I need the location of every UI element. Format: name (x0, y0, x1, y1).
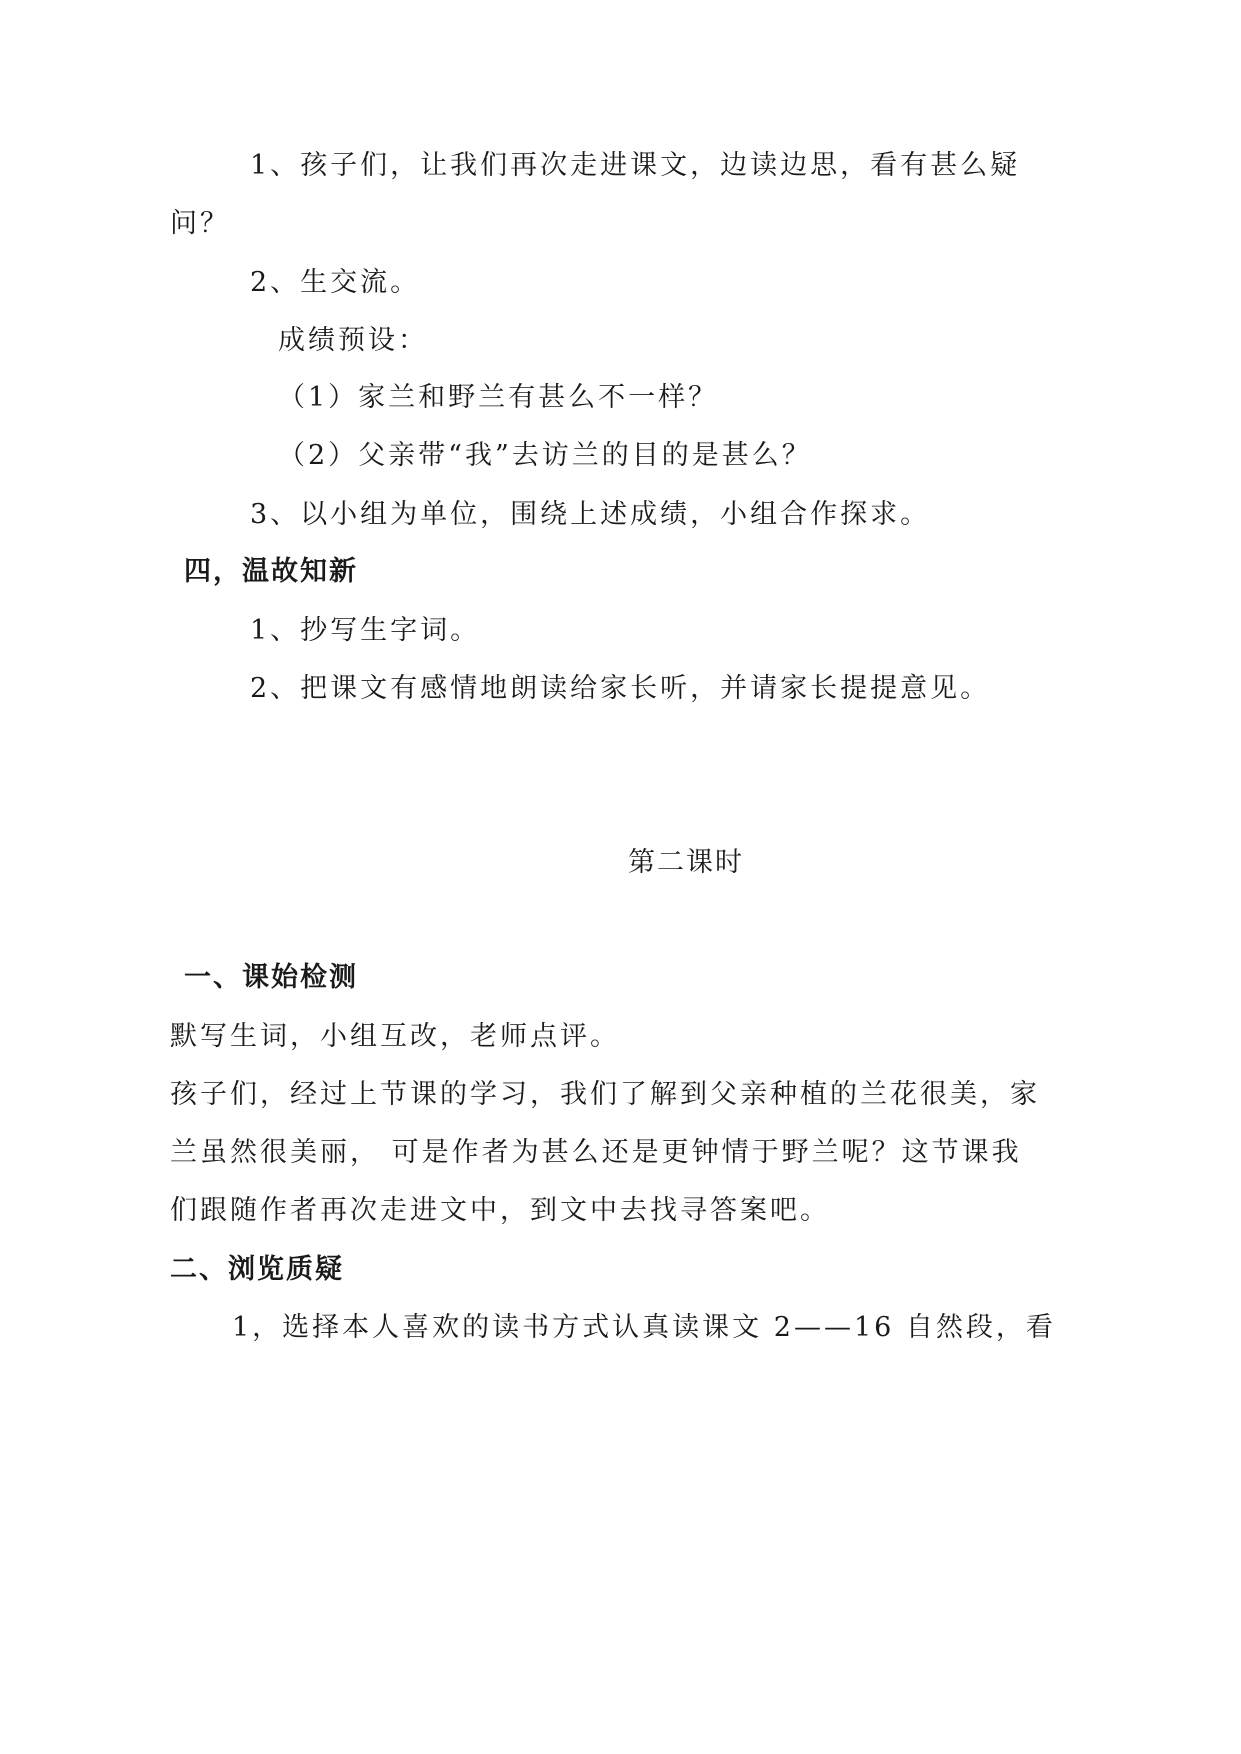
paragraph-line: 1，选择本人喜欢的读书方式认真读课文 2——16 自然段，看 (232, 1312, 1056, 1343)
paragraph-line: 成绩预设： (278, 325, 428, 356)
paragraph-line: 1、抄写生字词。 (250, 615, 481, 646)
paragraph-line: 2、生交流。 (250, 267, 421, 298)
section-heading: 二、浏览质疑 (170, 1254, 344, 1285)
page-title: 第二课时 (628, 847, 744, 878)
paragraph-line: 3、以小组为单位，围绕上述成绩，小组合作探求。 (250, 499, 931, 530)
paragraph-line: 问？ (170, 208, 230, 239)
paragraph-line: （2）父亲带“我”去访兰的目的是甚么？ (278, 440, 812, 471)
paragraph-line: （1）家兰和野兰有甚么不一样？ (278, 382, 719, 413)
paragraph-line: 兰虽然很美丽， 可是作者为甚么还是更钟情于野兰呢？这节课我 (170, 1137, 1022, 1168)
paragraph-line: 默写生词，小组互改，老师点评。 (170, 1021, 620, 1052)
paragraph-line: 们跟随作者再次走进文中，到文中去找寻答案吧。 (170, 1195, 830, 1226)
paragraph-line: 孩子们，经过上节课的学习，我们了解到父亲种植的兰花很美，家 (170, 1079, 1040, 1110)
section-heading: 四，温故知新 (184, 556, 358, 587)
section-heading: 一、课始检测 (184, 962, 358, 993)
paragraph-line: 2、把课文有感情地朗读给家长听，并请家长提提意见。 (250, 673, 991, 704)
paragraph-line: 1、孩子们，让我们再次走进课文，边读边思，看有甚么疑 (250, 150, 1021, 181)
